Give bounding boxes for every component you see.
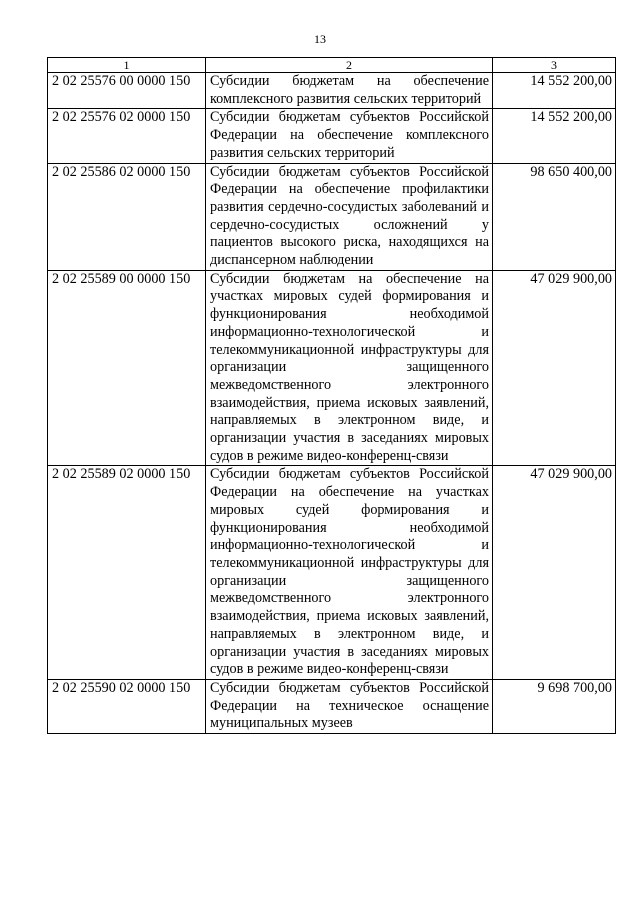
budget-code: 2 02 25586 02 0000 150 [48, 163, 206, 270]
income-name: Субсидии бюджетам субъектов Российской Федерации на техническое оснащение муниципальных музеев [206, 679, 493, 733]
amount: 14 552 200,00 [493, 73, 616, 109]
table-row [48, 109, 616, 163]
column-header-code: 1 [48, 58, 206, 73]
table-row [48, 466, 616, 679]
income-name: Субсидии бюджетам на обеспечение комплексного развития сельских территорий [206, 73, 493, 109]
table-row [48, 73, 616, 109]
amount: 47 029 900,00 [493, 270, 616, 466]
table-header-row [48, 58, 616, 73]
amount: 47 029 900,00 [493, 466, 616, 679]
amount: 98 650 400,00 [493, 163, 616, 270]
budget-code: 2 02 25589 02 0000 150 [48, 466, 206, 679]
budget-code: 2 02 25589 00 0000 150 [48, 270, 206, 466]
budget-revenue-table [47, 57, 616, 734]
budget-code: 2 02 25590 02 0000 150 [48, 679, 206, 733]
budget-code: 2 02 25576 00 0000 150 [48, 73, 206, 109]
table-row [48, 679, 616, 733]
amount: 14 552 200,00 [493, 109, 616, 163]
amount: 9 698 700,00 [493, 679, 616, 733]
column-header-amount: 3 [493, 58, 616, 73]
page-number: 13 [314, 32, 326, 46]
income-name: Субсидии бюджетам на обеспечение на участках мировых судей формирования и функционирования необходимой информационно-технологической и телекоммуникационной инфраструктуры для организации защищенного межведомственного электронного взаимодействия, приема исковых заявлений, направляемых в электронном виде, и организации участия в заседаниях мировых судов в режиме видео-конференц-связи [206, 270, 493, 466]
table-row [48, 270, 616, 466]
income-name: Субсидии бюджетам субъектов Российской Федерации на обеспечение на участках мировых судей формирования и функционирования необходимой информационно-технологической и телекоммуникационной инфраструктуры для организации защищенного межведомственного электронного взаимодействия, приема исковых заявлений, направляемых в электронном виде, и организации участия в заседаниях мировых судов в режиме видео-конференц-связи [206, 466, 493, 679]
income-name: Субсидии бюджетам субъектов Российской Федерации на обеспечение профилактики развития сердечно-сосудистых заболеваний и сердечно-сосудистых осложнений у пациентов высокого риска, находящихся на диспансерном наблюдении [206, 163, 493, 270]
budget-code: 2 02 25576 02 0000 150 [48, 109, 206, 163]
column-header-name: 2 [206, 58, 493, 73]
table-row [48, 163, 616, 270]
income-name: Субсидии бюджетам субъектов Российской Федерации на обеспечение комплексного развития сельских территорий [206, 109, 493, 163]
